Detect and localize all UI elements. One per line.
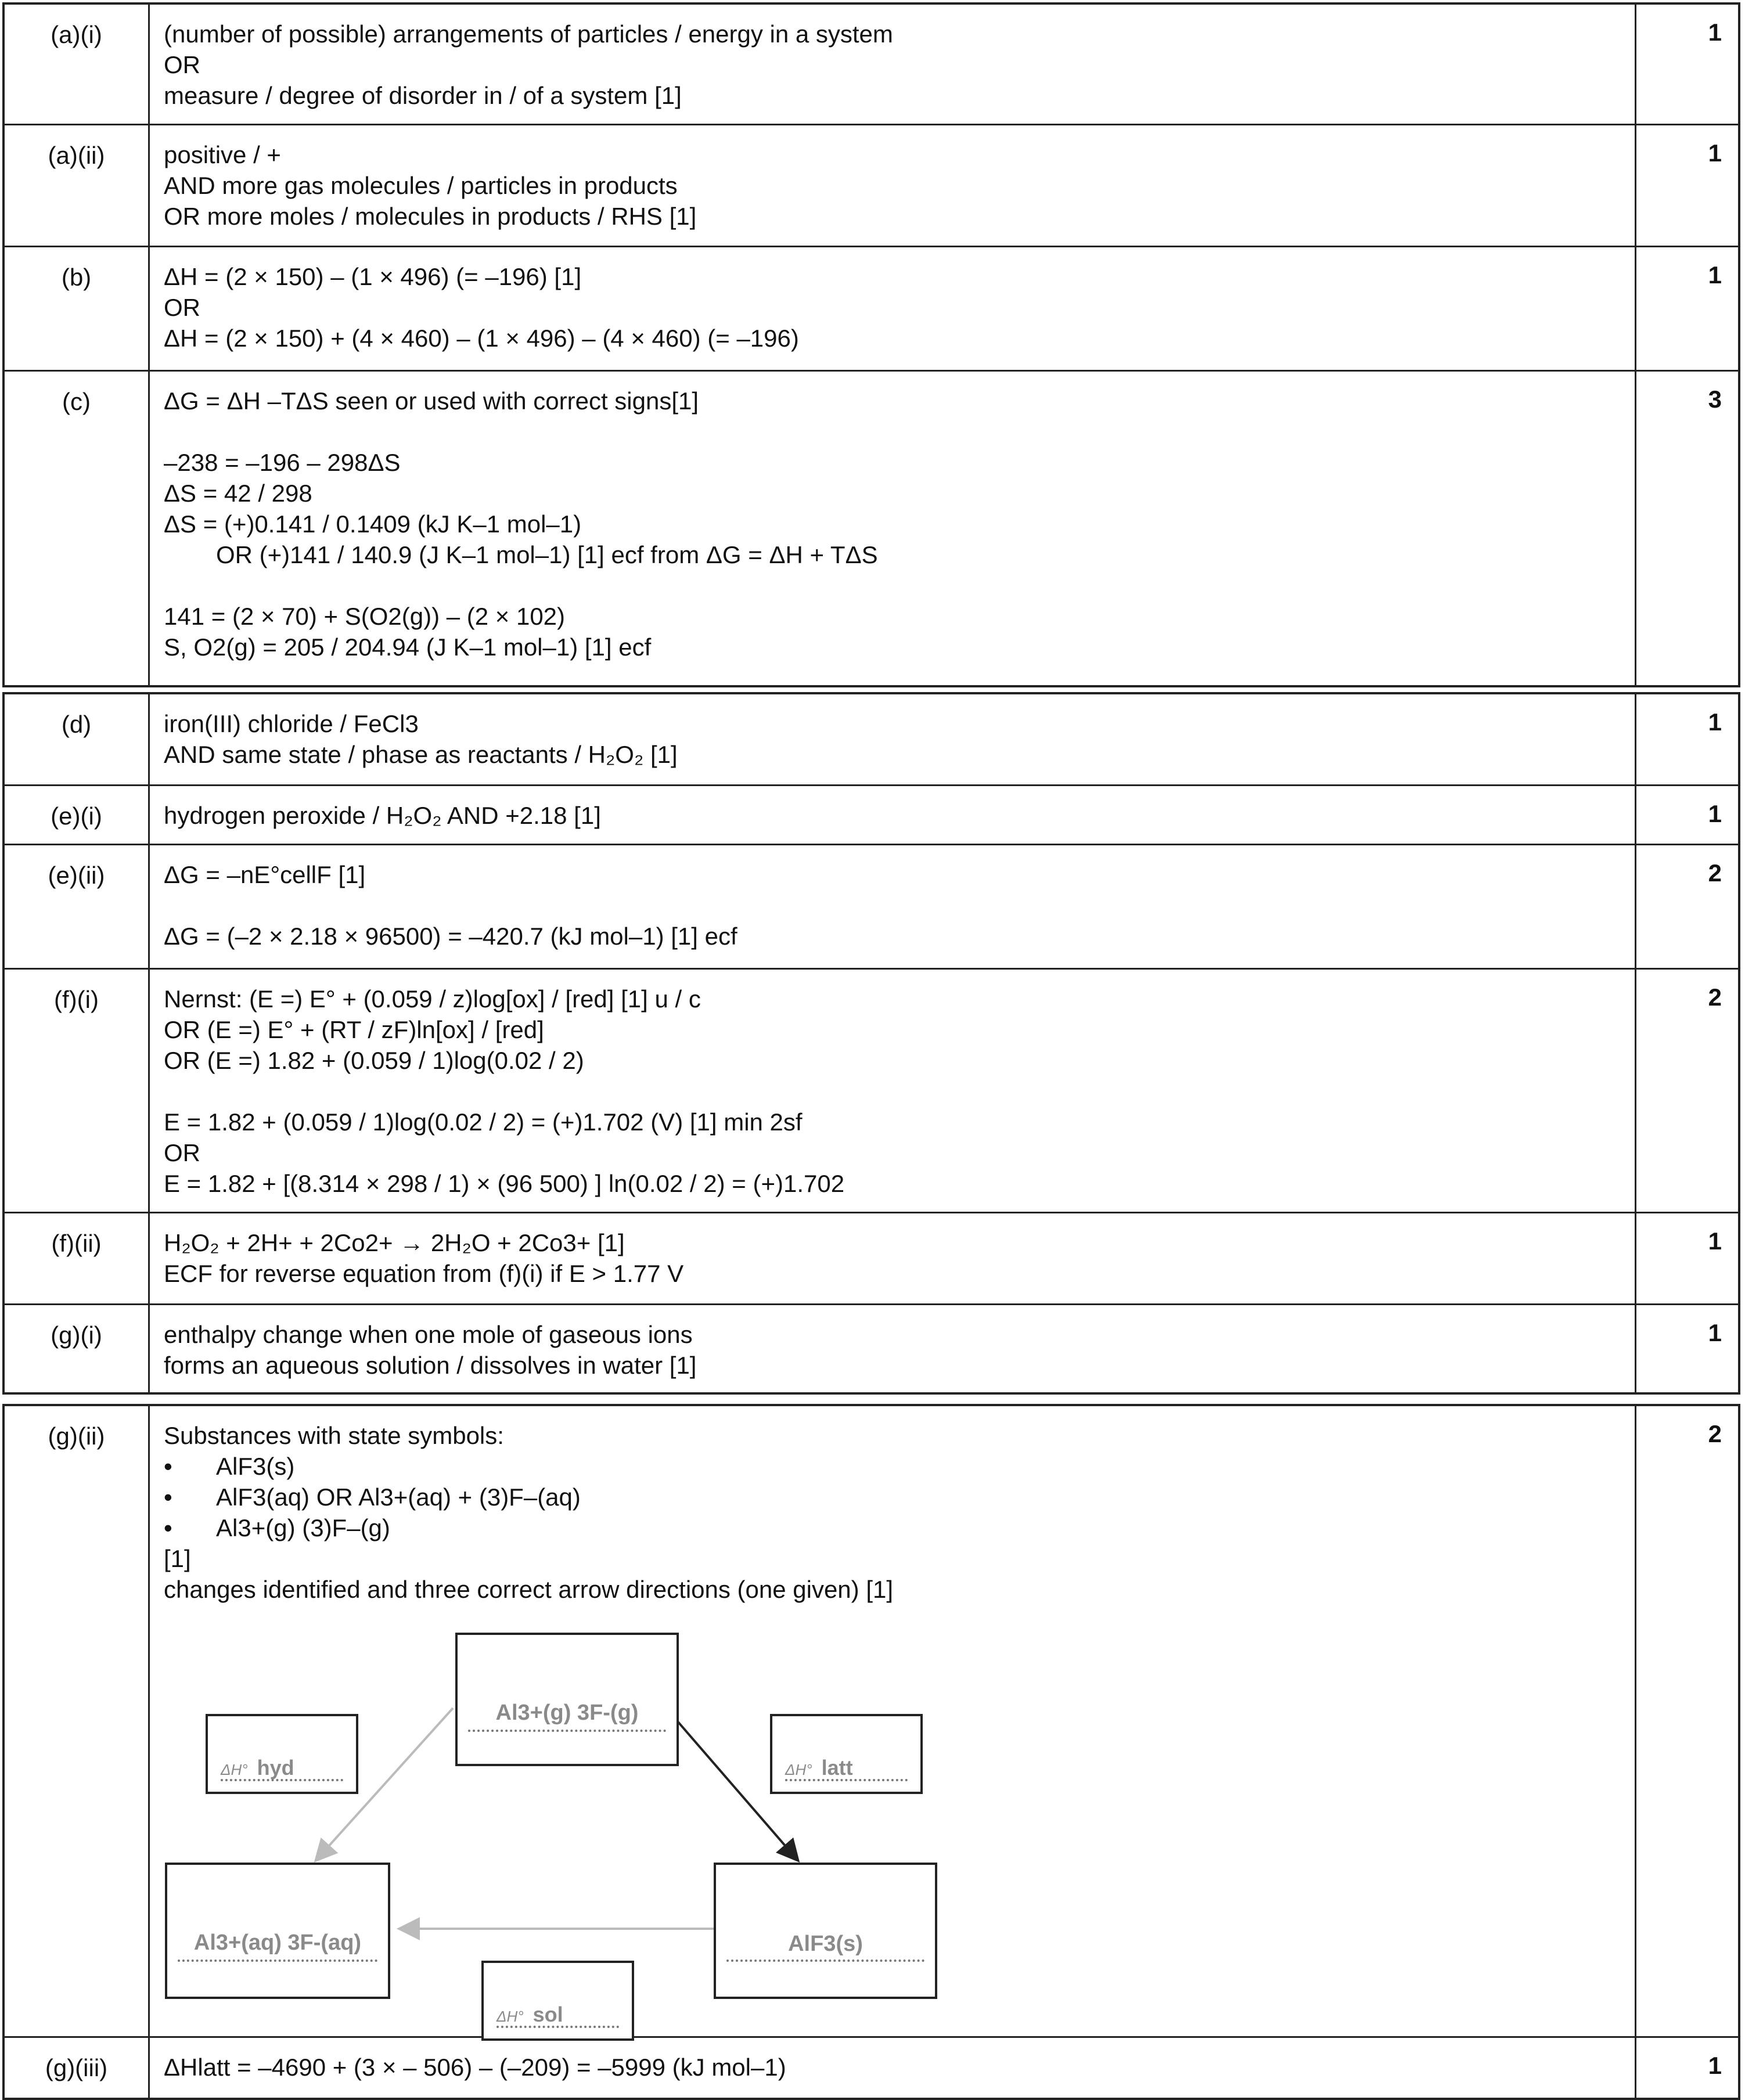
table-row xyxy=(5,970,1738,1213)
solid-lattice-box xyxy=(714,1863,937,1999)
marks-cell: 1 xyxy=(1708,139,1722,167)
answer-line: OR (E =) E° + (RT / zF)ln[ox] / [red] xyxy=(164,1016,544,1043)
answer-line: ΔHlatt = –4690 + (3 × – 506) – (–209) = –5999 (kJ mol–1) xyxy=(164,2054,786,2081)
hydration-label: ΔH° hyd xyxy=(221,1756,294,1780)
answer-line: AND more gas molecules / particles in products xyxy=(164,172,678,199)
answer-line: Substances with state symbols: xyxy=(164,1422,504,1449)
lattice-label: ΔH° latt xyxy=(785,1756,853,1780)
answer-line xyxy=(164,1076,1635,1107)
answer-line: ΔS = 42 / 298 xyxy=(164,480,312,507)
table-row xyxy=(5,1213,1738,1305)
table-row xyxy=(5,786,1738,845)
answer-line xyxy=(164,416,1635,447)
marks-cell: 1 xyxy=(1708,800,1722,827)
answer-cell xyxy=(150,845,1636,968)
answer-line: iron(III) chloride / FeCl3 xyxy=(164,710,419,737)
question-number: (a)(ii) xyxy=(5,125,150,246)
marks-cell: 2 xyxy=(1708,859,1722,887)
answer-line: hydrogen peroxide / H₂O₂ AND +2.18 [1] xyxy=(164,802,601,829)
marks-cell: 1 xyxy=(1708,1227,1722,1255)
question-number: (g)(ii) xyxy=(5,1406,150,2036)
delta-h-symbol: ΔH° xyxy=(785,1761,812,1778)
delta-h-symbol: ΔH° xyxy=(221,1761,248,1778)
marks-cell: 3 xyxy=(1708,386,1722,413)
table-row xyxy=(5,125,1738,247)
solution-label: ΔH° sol xyxy=(496,2002,563,2026)
answer-line: OR (+)141 / 140.9 (J K–1 mol–1) [1] ecf from ΔG = ΔH + TΔS xyxy=(216,541,878,568)
delta-h-symbol: ΔH° xyxy=(496,2008,524,2025)
answer-line: S, O2(g) = 205 / 204.94 (J K–1 mol–1) [1] ecf xyxy=(164,633,652,661)
answer-cell xyxy=(150,5,1636,124)
answer-bullet: • AlF3(s) xyxy=(164,1451,1635,1482)
dotted-line xyxy=(726,1959,924,1962)
question-number: (f)(i) xyxy=(5,970,150,1212)
answer-line: E = 1.82 + [(8.314 × 298 / 1) × (96 500) ] ln(0.02 / 2) = (+)1.702 xyxy=(164,1170,845,1197)
answer-cell xyxy=(150,125,1636,246)
answer-cell xyxy=(150,372,1636,685)
table-row xyxy=(5,2038,1738,2098)
table-row xyxy=(5,372,1738,685)
marks-cell: 1 xyxy=(1708,2052,1722,2079)
answer-line: enthalpy change when one mole of gaseous ions xyxy=(164,1321,693,1348)
answer-line: ΔG = (–2 × 2.18 × 96500) = –420.7 (kJ mol–1) [1] ecf xyxy=(164,923,737,950)
mark-scheme-table-3 xyxy=(2,1404,1740,2100)
dotted-line xyxy=(496,2026,619,2028)
answer-line: ΔH = (2 × 150) – (1 × 496) (= –196) [1] xyxy=(164,263,582,290)
answer-line: OR xyxy=(164,1139,200,1166)
question-number: (g)(iii) xyxy=(5,2038,150,2098)
answer-line: ΔG = ΔH –TΔS seen or used with correct signs[1] xyxy=(164,387,699,415)
answer-line: H₂O₂ + 2H+ + 2Co2+ → 2H₂O + 2Co3+ [1] xyxy=(164,1229,625,1256)
marks-cell: 1 xyxy=(1708,708,1722,736)
answer-line: ΔS = (+)0.141 / 0.1409 (kJ K–1 mol–1) xyxy=(164,510,582,538)
answer-cell xyxy=(150,247,1636,370)
question-number: (g)(i) xyxy=(5,1305,150,1392)
aqueous-ions-label: Al3+(aq) 3F-(aq) xyxy=(193,1930,362,1955)
answer-line: OR xyxy=(164,51,200,78)
question-number: (e)(i) xyxy=(5,786,150,844)
answer-cell xyxy=(150,970,1636,1212)
answer-cell xyxy=(150,694,1636,784)
table-row xyxy=(5,247,1738,372)
question-number: (c) xyxy=(5,372,150,685)
table-row xyxy=(5,694,1738,786)
answer-line: changes identified and three correct arrow directions (one given) [1] xyxy=(164,1576,894,1603)
gaseous-ions-box xyxy=(455,1633,679,1766)
question-number: (a)(i) xyxy=(5,5,150,124)
dotted-line xyxy=(785,1779,908,1781)
answer-cell xyxy=(150,786,1636,844)
table-row xyxy=(5,1305,1738,1392)
answer-line: [1] xyxy=(164,1545,191,1572)
question-number: (b) xyxy=(5,247,150,370)
answer-line: 141 = (2 × 70) + S(O2(g)) – (2 × 102) xyxy=(164,603,566,630)
answer-line xyxy=(164,570,1635,601)
table-row xyxy=(5,5,1738,125)
table-row xyxy=(5,845,1738,970)
answer-line: Nernst: (E =) E° + (0.059 / z)log[ox] / [red] [1] u / c xyxy=(164,985,701,1013)
marks-cell: 1 xyxy=(1708,19,1722,46)
answer-line: OR xyxy=(164,294,200,321)
answer-line: ΔH = (2 × 150) + (4 × 460) – (1 × 496) – (4 × 460) (= –196) xyxy=(164,325,799,352)
answer-line: E = 1.82 + (0.059 / 1)log(0.02 / 2) = (+)1.702 (V) [1] min 2sf xyxy=(164,1108,803,1136)
lattice-label-box xyxy=(770,1714,923,1794)
answer-cell xyxy=(150,1213,1636,1303)
answer-line: OR more moles / molecules in products / RHS [1] xyxy=(164,203,697,230)
solid-lattice-label: AlF3(s) xyxy=(788,1932,863,1956)
question-number: (e)(ii) xyxy=(5,845,150,968)
answer-cell xyxy=(150,1406,1636,2036)
answer-line: –238 = –196 – 298ΔS xyxy=(164,449,401,476)
gaseous-ions-label: Al3+(g) 3F-(g) xyxy=(495,1701,639,1725)
answer-cell xyxy=(150,1305,1636,1392)
answer-line: ECF for reverse equation from (f)(i) if E > 1.77 V xyxy=(164,1260,684,1287)
solution-label-box xyxy=(481,1961,634,2041)
answer-line: measure / degree of disorder in / of a system [1] xyxy=(164,82,682,109)
answer-bullet: • AlF3(aq) OR Al3+(aq) + (3)F–(aq) xyxy=(164,1482,1635,1512)
marks-cell: 1 xyxy=(1708,261,1722,289)
marks-cell: 1 xyxy=(1708,1319,1722,1346)
answer-bullet: • Al3+(g) (3)F–(g) xyxy=(164,1512,1635,1543)
dotted-line xyxy=(221,1779,343,1781)
question-number: (f)(ii) xyxy=(5,1213,150,1303)
answer-line: positive / + xyxy=(164,141,281,168)
question-number: (d) xyxy=(5,694,150,784)
hydration-label-box xyxy=(206,1714,358,1794)
marks-cell: 2 xyxy=(1708,1420,1722,1447)
marks-cell: 2 xyxy=(1708,984,1722,1011)
answer-cell xyxy=(150,2038,1636,2098)
answer-line: forms an aqueous solution / dissolves in water [1] xyxy=(164,1352,697,1379)
answer-line: OR (E =) 1.82 + (0.059 / 1)log(0.02 / 2) xyxy=(164,1047,584,1074)
born-haber-cycle-diagram xyxy=(165,1633,955,2039)
answer-line: ΔG = –nE°cellF [1] xyxy=(164,861,366,888)
answer-line: AND same state / phase as reactants / H₂O₂ [1] xyxy=(164,741,678,768)
answer-line: (number of possible) arrangements of particles / energy in a system xyxy=(164,20,893,48)
answer-line xyxy=(164,890,1635,921)
table-row xyxy=(5,1406,1738,2038)
mark-scheme-table-2 xyxy=(2,692,1740,1395)
mark-scheme-table-1 xyxy=(2,2,1740,687)
aqueous-ions-box xyxy=(165,1863,390,1999)
dotted-line xyxy=(178,1959,377,1962)
dotted-line xyxy=(468,1730,666,1732)
